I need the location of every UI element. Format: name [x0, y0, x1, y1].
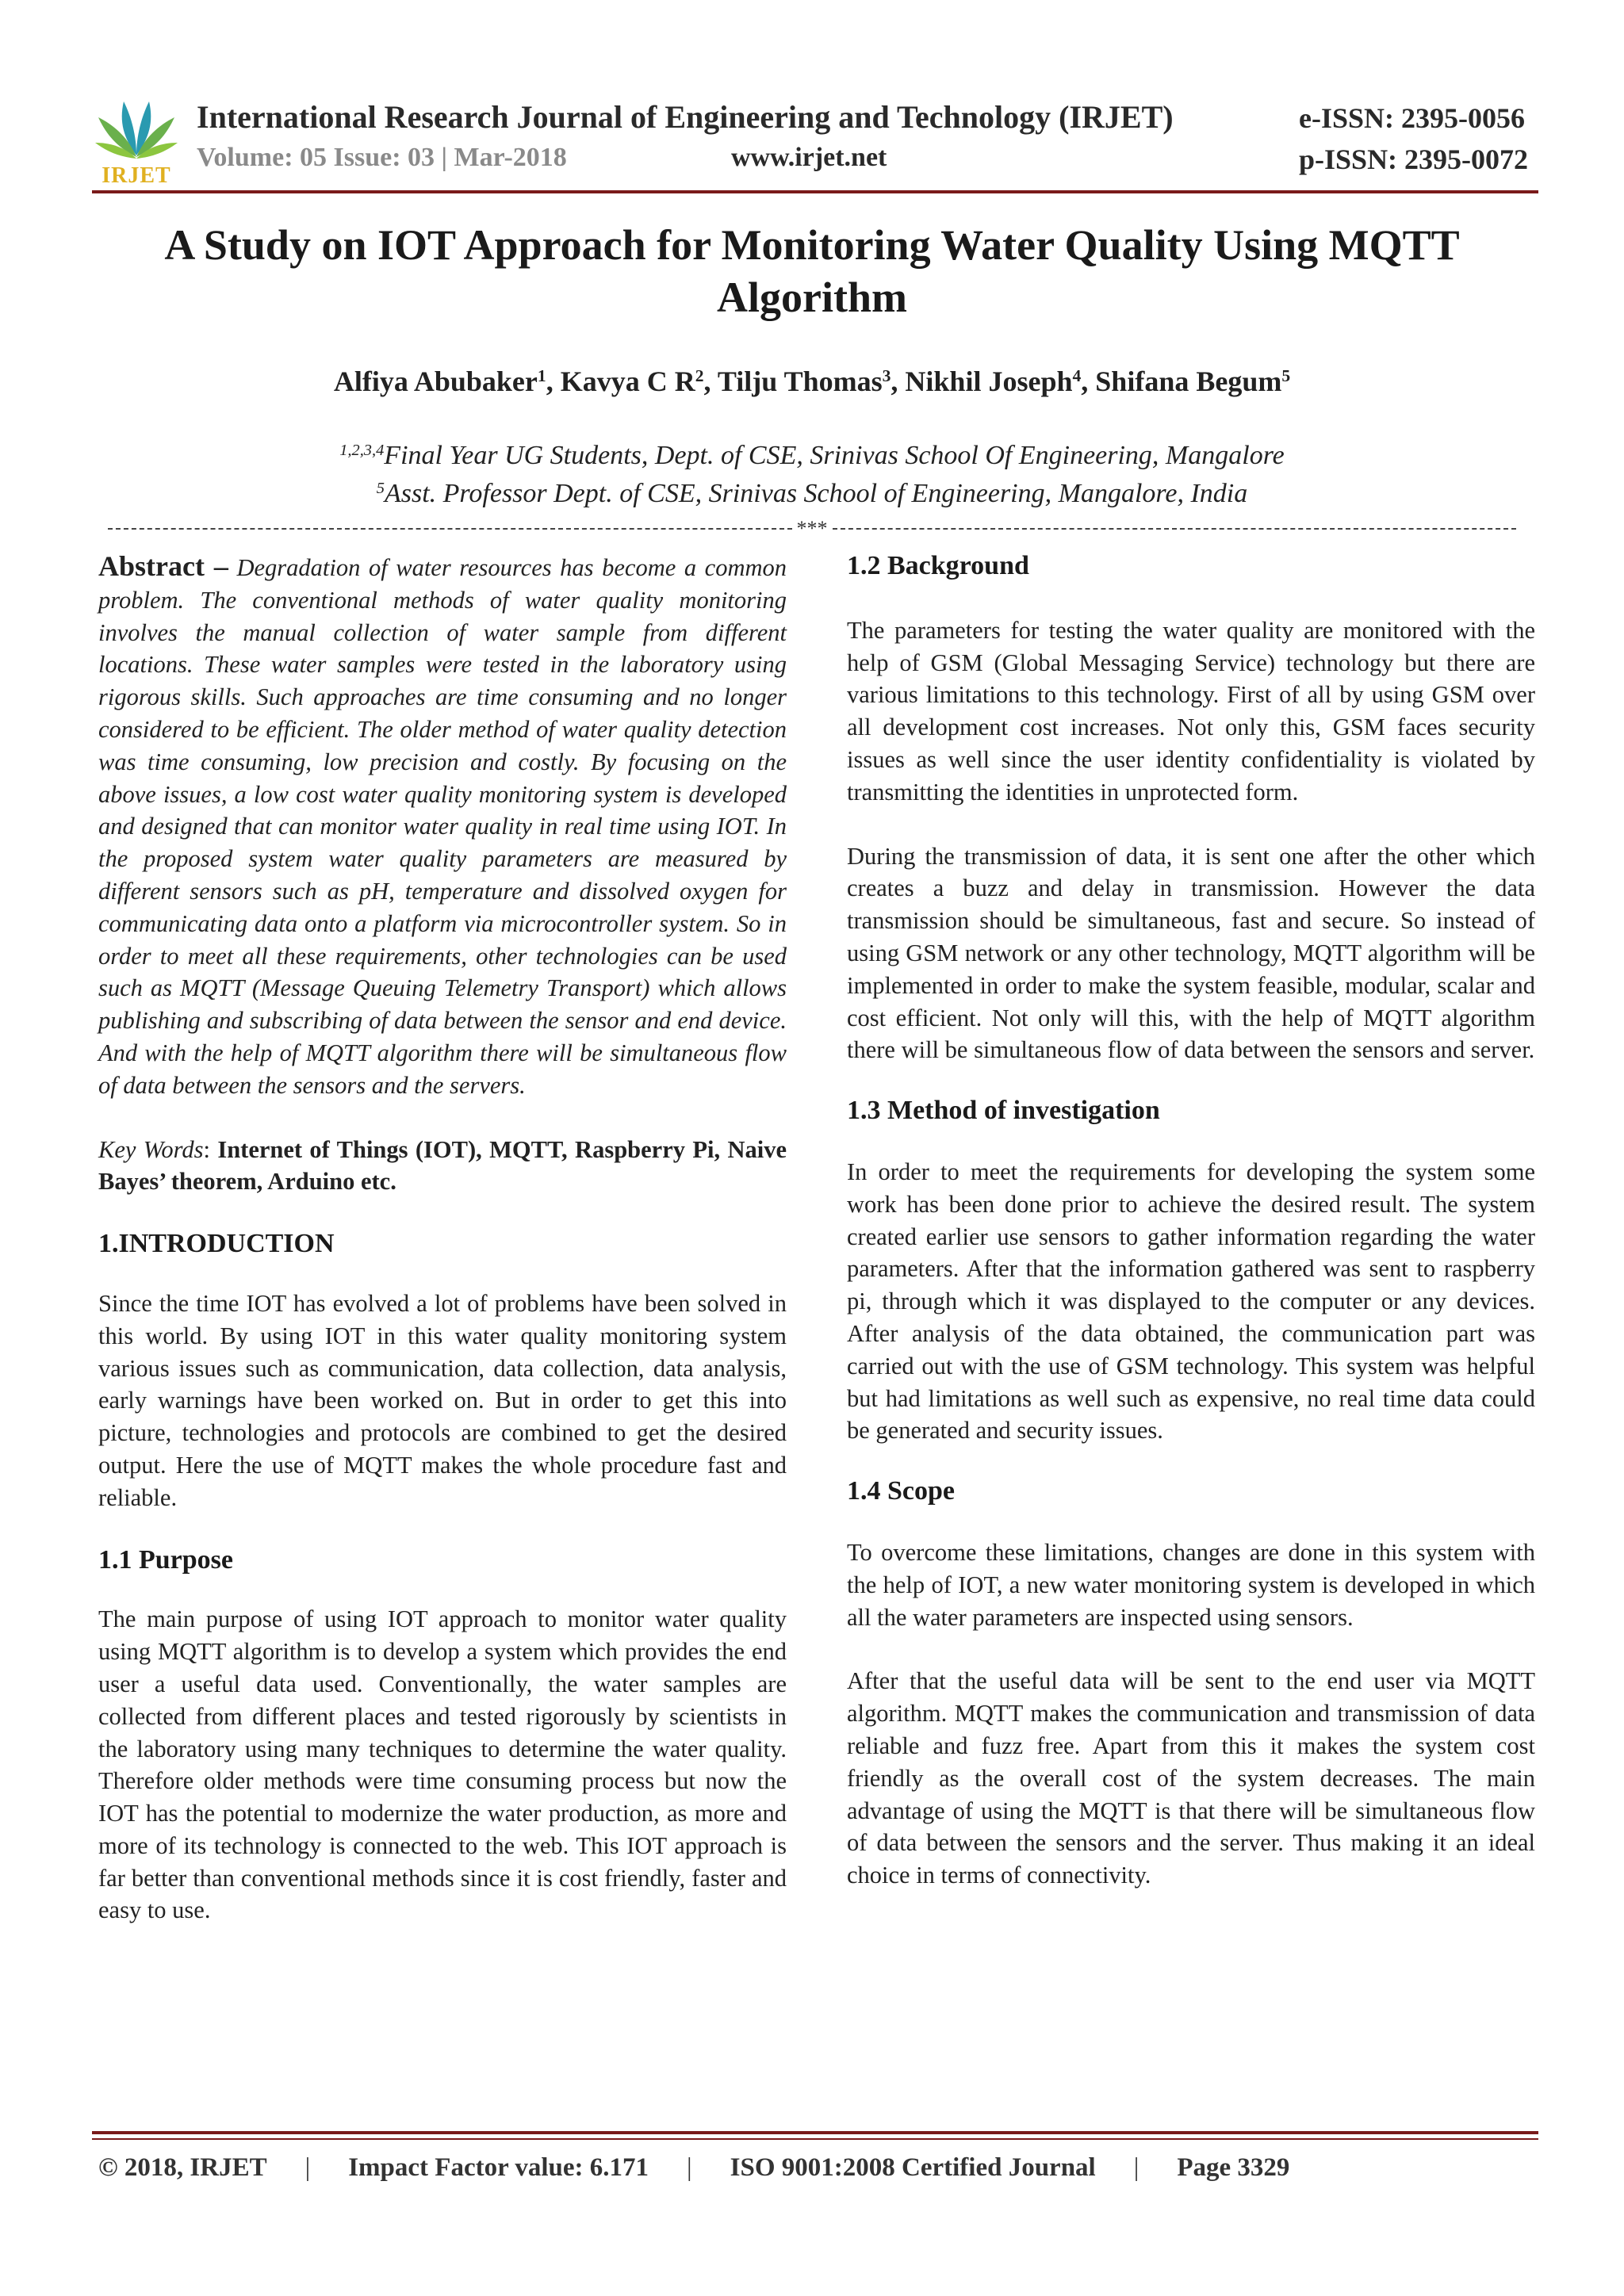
footer-separator: | [304, 2153, 311, 2182]
footer-page-number: Page 3329 [1177, 2153, 1290, 2182]
affiliation-students [119, 441, 1505, 471]
footer-impact-factor: Impact Factor value: 6.171 [348, 2153, 649, 2182]
footer-separator: | [1133, 2153, 1139, 2182]
heading-introduction: 1.INTRODUCTION [98, 1229, 335, 1259]
abstract [98, 550, 787, 1102]
separator-stars: *** [796, 517, 828, 540]
paper-title: A Study on IOT Approach for Monitoring Water Quality Using MQTT Algorithm [164, 221, 1460, 321]
page-footer [98, 2153, 1289, 2183]
author-sep: , [891, 365, 906, 397]
author-sup: 3 [882, 366, 891, 386]
author-sep: , [703, 365, 718, 397]
author-sup: 4 [1072, 366, 1082, 386]
e-issn: e-ISSN: 2395-0056 [1299, 102, 1525, 134]
author-sup: 2 [695, 366, 704, 386]
affiliation-sup: 1,2,3,4 [339, 441, 385, 459]
journal-website-link[interactable]: www.irjet.net [731, 143, 887, 172]
author-name: Shifana Begum [1095, 365, 1282, 397]
journal-logo [92, 90, 181, 189]
abstract-text: Degradation of water resources has become a common problem. The conventional methods of water quality monitoring involves the manual collection of water sample from different locations. These water samples were tested in the laboratory using rigorous skills. Such approaches are time consuming and no longer considered to be efficient. The older method of water quality detection was time consuming, low precision and costly. By focusing on the above issues, a low cost water quality monitoring system is developed and designed that can monitor water quality in real time using IOT. In the proposed system water quality parameters are measured by different sensors such as pH, temperature and dissolved oxygen for communicating data onto a platform via microcontroller system. So in order to meet all these requirements, other technologies can be used such as MQTT (Message Queuing Telemetry Transport) which allows publishing and subscribing of data between the sensor and end device. And with the help of MQTT algorithm there will be simultaneous flow of data between the sensors and the servers. [98, 554, 787, 1099]
affiliation-sup: 5 [376, 479, 385, 497]
right-column [847, 550, 1535, 1892]
heading-background: 1.2 Background [847, 551, 1029, 580]
footer-rule [92, 2131, 1538, 2134]
affiliation-text: Final Year UG Students, Dept. of CSE, Srinivas School Of Engineering, Mangalore [384, 441, 1285, 470]
author-sep: , [1081, 365, 1096, 397]
keywords [98, 1134, 787, 1199]
author-list [119, 365, 1505, 398]
section-separator [108, 517, 1516, 541]
method-text: In order to meet the requirements for developing the system some work has been done prior to achieve the desired result. The system created earlier use sensors to gather information regarding the water parameters. After that the information gathered was sent to raspberry pi, through which it was displayed to the computer or any devices. After analysis of the data obtained, the communication part was carried out with the use of GSM technology. This system was helpful but had limitations as well such as expensive, no real time data could be generated and security issues. [847, 1158, 1535, 1445]
footer-rule-thin [92, 2138, 1538, 2140]
journal-title: International Research Journal of Engineering and Technology (IRJET) [197, 99, 1174, 135]
author-sup: 1 [537, 366, 546, 386]
logo-text: IRJET [102, 163, 171, 188]
heading-purpose: 1.1 Purpose [98, 1544, 233, 1575]
author-name: Tilju Thomas [717, 365, 883, 397]
introduction-text: Since the time IOT has evolved a lot of problems have been solved in this world. By using IOT in this water quality monitoring system various issues such as communication, data collection, data analysis, early warnings have been worked on. But in order to get this into picture, technologies and protocols are combined to get the desired output. Here the use of MQTT makes the whole procedure fast and reliable. [98, 1289, 787, 1511]
footer-iso: ISO 9001:2008 Certified Journal [730, 2153, 1096, 2182]
keywords-text: Internet of Things (IOT), MQTT, Raspberry Pi, Naive Bayes’ theorem, Arduino etc. [98, 1135, 787, 1196]
left-column [98, 550, 787, 1927]
affiliation-text: Asst. Professor Dept. of CSE, Srinivas School of Engineering, Mangalore, India [384, 479, 1248, 508]
author-sep: , [546, 365, 561, 397]
background-text-1: The parameters for testing the water quality are monitored with the help of GSM (Global Messaging Service) technology but there are various limitations to this technology. First of all by using GSM over all development cost increases. Not only this, GSM faces security issues as well since the user identity confidentiality is violated by transmitting the identities in unprotected form. [847, 616, 1535, 806]
keywords-colon: : [203, 1135, 218, 1163]
separator-dash-left [108, 528, 792, 530]
header-rule [92, 190, 1538, 193]
scope-text-2: After that the useful data will be sent to the end user via MQTT algorithm. MQTT makes the communication and transmission of data reliable and fuzz free. Apart from this it makes the system cost friendly as the overall cost of the system decreases. The main advantage of using the MQTT is that there will be simultaneous flow of data between the sensors and the server. Thus making it an ideal choice in terms of connectivity. [847, 1667, 1535, 1889]
p-issn: p-ISSN: 2395-0072 [1299, 144, 1529, 175]
background-text-2: During the transmission of data, it is sent one after the other which creates a buzz and delay in transmission. However the data transmission should be simultaneous, fast and secure. So instead of using GSM network or any other technology, MQTT algorithm will be implemented in order to make the system feasible, modular, scalar and cost efficient. Not only will this, with the help of MQTT algorithm there will be simultaneous flow of data between the sensors and server. [847, 842, 1535, 1064]
author-name: Alfiya Abubaker [333, 365, 538, 397]
author-name: Kavya C R [560, 365, 695, 397]
keywords-label: Key Words [98, 1135, 204, 1163]
footer-separator: | [687, 2153, 692, 2182]
author-name: Nikhil Joseph [905, 365, 1073, 397]
affiliation-professor [119, 479, 1505, 509]
abstract-label: Abstract – [98, 550, 228, 582]
separator-dash-right [833, 528, 1517, 530]
purpose-text: The main purpose of using IOT approach to monitor water quality using MQTT algorithm is to develop a system which provides the end user a useful data used. Conventionally, the water samples are collected from different places and tested rigorously by scientists in the laboratory using many techniques to determine the water quality. Therefore older methods were time consuming process but now the IOT has the potential to modernize the water production, as more and more of its technology is connected to the web. This IOT approach is far better than conventional methods since it is cost friendly, faster and easy to use. [98, 1605, 787, 1924]
footer-copyright: © 2018, IRJET [98, 2153, 267, 2182]
author-sup: 5 [1281, 366, 1291, 386]
scope-text-1: To overcome these limitations, changes are done in this system with the help of IOT, a new water monitoring system is developed in which all the water parameters are inspected using sensors. [847, 1538, 1535, 1631]
heading-scope: 1.4 Scope [847, 1476, 955, 1506]
heading-method: 1.3 Method of investigation [847, 1096, 1160, 1126]
volume-issue: Volume: 05 Issue: 03 | Mar-2018 [197, 143, 567, 172]
